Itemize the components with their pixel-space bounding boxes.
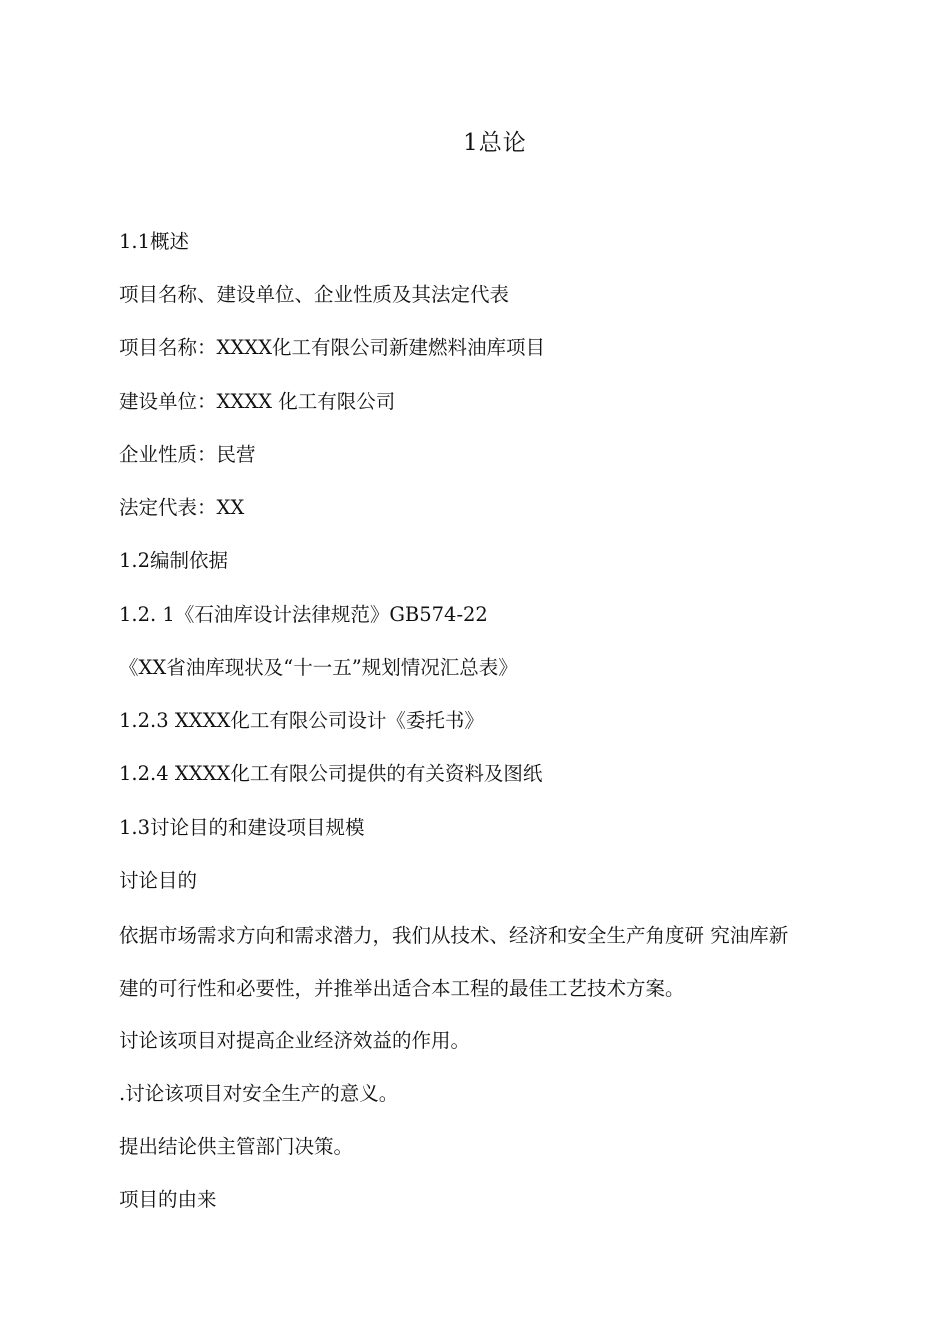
section-heading-purpose: 1.3讨论目的和建设项目规模: [119, 816, 365, 839]
paragraph-line: 提出结论供主管部门决策。: [119, 1135, 354, 1158]
subheading-purpose: 讨论目的: [119, 869, 198, 892]
basis-item: 《XX省油库现状及“十一五”规划情况汇总表》: [119, 656, 518, 679]
basis-item: 1.2. 1《石油库设计法律规范》GB574-22: [119, 603, 488, 626]
page-title: 1总论: [463, 130, 527, 156]
basis-item: 1.2.4 XXXX化工有限公司提供的有关资料及图纸: [119, 762, 543, 785]
paragraph-line: 依据市场需求方向和需求潜力，我们从技术、经济和安全生产角度研 究油库新: [119, 924, 789, 947]
section-heading-overview: 1.1概述: [119, 230, 190, 253]
basis-item: 1.2.3 XXXX化工有限公司设计《委托书》: [119, 709, 484, 732]
paragraph-line: .讨论该项目对安全生产的意义。: [119, 1082, 399, 1105]
construction-unit-line: 建设单位：XXXX 化工有限公司: [119, 390, 396, 413]
legal-representative-line: 法定代表：XX: [119, 496, 245, 519]
enterprise-nature-line: 企业性质：民营: [119, 443, 256, 466]
paragraph-line: 建的可行性和必要性，并推举出适合本工程的最佳工艺技术方案。: [119, 977, 685, 1000]
project-name-line: 项目名称：XXXX化工有限公司新建燃料油库项目: [119, 336, 546, 359]
paragraph-line: 讨论该项目对提高企业经济效益的作用。: [119, 1029, 471, 1052]
paragraph-line: 项目名称、建设单位、企业性质及其法定代表: [119, 283, 510, 306]
subheading-origin: 项目的由来: [119, 1188, 217, 1211]
section-heading-basis: 1.2编制依据: [119, 549, 229, 572]
